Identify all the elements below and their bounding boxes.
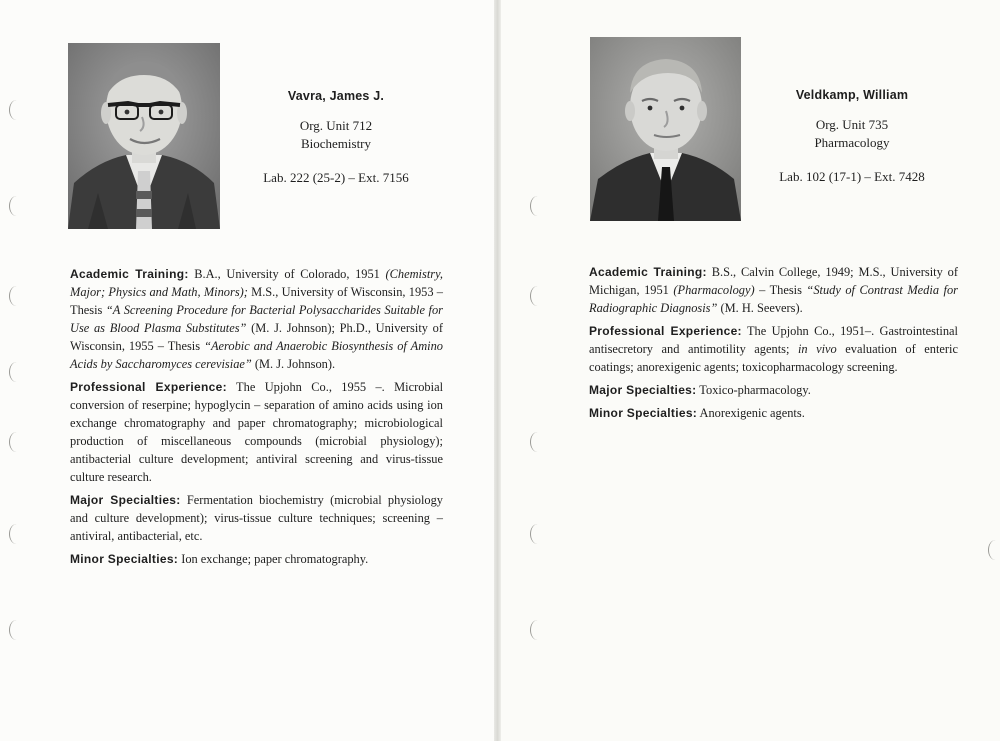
minor-specialties-heading: Minor Specialties: bbox=[589, 406, 698, 420]
department: Biochemistry bbox=[300, 136, 372, 151]
academic-training-heading: Academic Training: bbox=[70, 267, 189, 281]
org-unit: Org. Unit 712 bbox=[299, 118, 373, 133]
minor-specialties-heading: Minor Specialties: bbox=[70, 552, 179, 566]
academic-training-paragraph: Academic Training: B.S., Calvin College, 1949; M.S., University of Michigan, 1951 (Pharmacology) – Thesis “Study of Contrast Media for Radiographic Diagnosis” (M. H. Seevers). bbox=[589, 265, 958, 315]
thesis-title: “Study of Contrast Media for Radiographic Diagnosis” bbox=[589, 283, 958, 315]
header-block-veldkamp bbox=[752, 86, 952, 186]
lab-extension: Lab. 102 (17-1) – Ext. 7428 bbox=[779, 169, 925, 184]
binder-hole bbox=[9, 362, 24, 382]
binder-hole bbox=[530, 432, 545, 452]
binder-hole bbox=[530, 286, 545, 306]
professional-experience-heading: Professional Experience: bbox=[589, 324, 742, 338]
org-unit: Org. Unit 735 bbox=[815, 117, 889, 132]
binder-hole bbox=[9, 524, 24, 544]
binder-hole bbox=[530, 620, 545, 640]
binder-hole bbox=[9, 286, 24, 306]
portrait-photo-vavra bbox=[68, 43, 220, 229]
major-specialties-heading: Major Specialties: bbox=[70, 493, 181, 507]
department: Pharmacology bbox=[814, 135, 890, 150]
thesis-title: “Aerobic and Anaerobic Biosynthesis of Amino Acids by Saccharomyces cerevisiae” bbox=[70, 339, 443, 371]
binder-hole bbox=[9, 196, 24, 216]
major-specialties-paragraph: Major Specialties: Fermentation biochemistry (microbial physiology and culture development); virus-tissue culture techniques; screening – antiviral, antibacterial, etc. bbox=[70, 493, 444, 543]
bio-text-veldkamp bbox=[589, 263, 958, 427]
binder-hole bbox=[988, 540, 1000, 560]
binder-hole bbox=[9, 100, 24, 120]
binder-hole bbox=[9, 432, 24, 452]
person-name: Vavra, James J. bbox=[287, 89, 385, 103]
academic-training-paragraph: Academic Training: B.A., University of Colorado, 1951 (Chemistry, Major; Physics and Math, Minors); M.S., University of Wisconsin, 1953 – Thesis “A Screening Procedure for Bacterial Polysaccharides Suitable for Use as Blood Plasma Substitutes” (M. J. Johnson); Ph.D., University of Wisconsin, 1955 – Thesis “Aerobic and Anaerobic Biosynthesis of Amino Acids by Saccharomyces cerevisiae” (M. J. Johnson). bbox=[70, 267, 443, 371]
thesis-title: “A Screening Procedure for Bacterial Polysaccharides Suitable for Use as Blood Plasma Substitutes” bbox=[70, 303, 443, 335]
binder-hole bbox=[530, 524, 545, 544]
professional-experience-heading: Professional Experience: bbox=[70, 380, 227, 394]
academic-training-heading: Academic Training: bbox=[589, 265, 707, 279]
minor-specialties-paragraph: Minor Specialties: Anorexigenic agents. bbox=[589, 406, 805, 420]
book-gutter bbox=[494, 0, 501, 741]
major-specialties-paragraph: Major Specialties: Toxico-pharmacology. bbox=[589, 383, 811, 397]
professional-experience-paragraph: Professional Experience: The Upjohn Co., 1955 –. Microbial conversion of reserpine; hypoglycin – separation of amino acids using ion exchange chromatography and paper chromatography; microbiological production of miscellaneous compounds (microbial physiology); antibacterial culture development; antiviral screening and virus-tissue culture research. bbox=[70, 380, 444, 484]
bio-text-vavra bbox=[70, 265, 443, 573]
person-name: Veldkamp, William bbox=[795, 88, 909, 102]
lab-extension: Lab. 222 (25-2) – Ext. 7156 bbox=[263, 170, 409, 185]
portrait-photo-veldkamp bbox=[590, 37, 741, 221]
professional-experience-paragraph: Professional Experience: The Upjohn Co., 1951–. Gastrointestinal antisecretory and antimotility agents; in vivo evaluation of enteric coatings; anorexigenic agents; toxicopharmacology screening. bbox=[589, 324, 958, 374]
header-block-vavra bbox=[236, 87, 436, 187]
binder-hole bbox=[530, 196, 545, 216]
minor-specialties-paragraph: Minor Specialties: Ion exchange; paper chromatography. bbox=[70, 552, 369, 566]
binder-hole bbox=[9, 620, 24, 640]
major-specialties-heading: Major Specialties: bbox=[589, 383, 697, 397]
